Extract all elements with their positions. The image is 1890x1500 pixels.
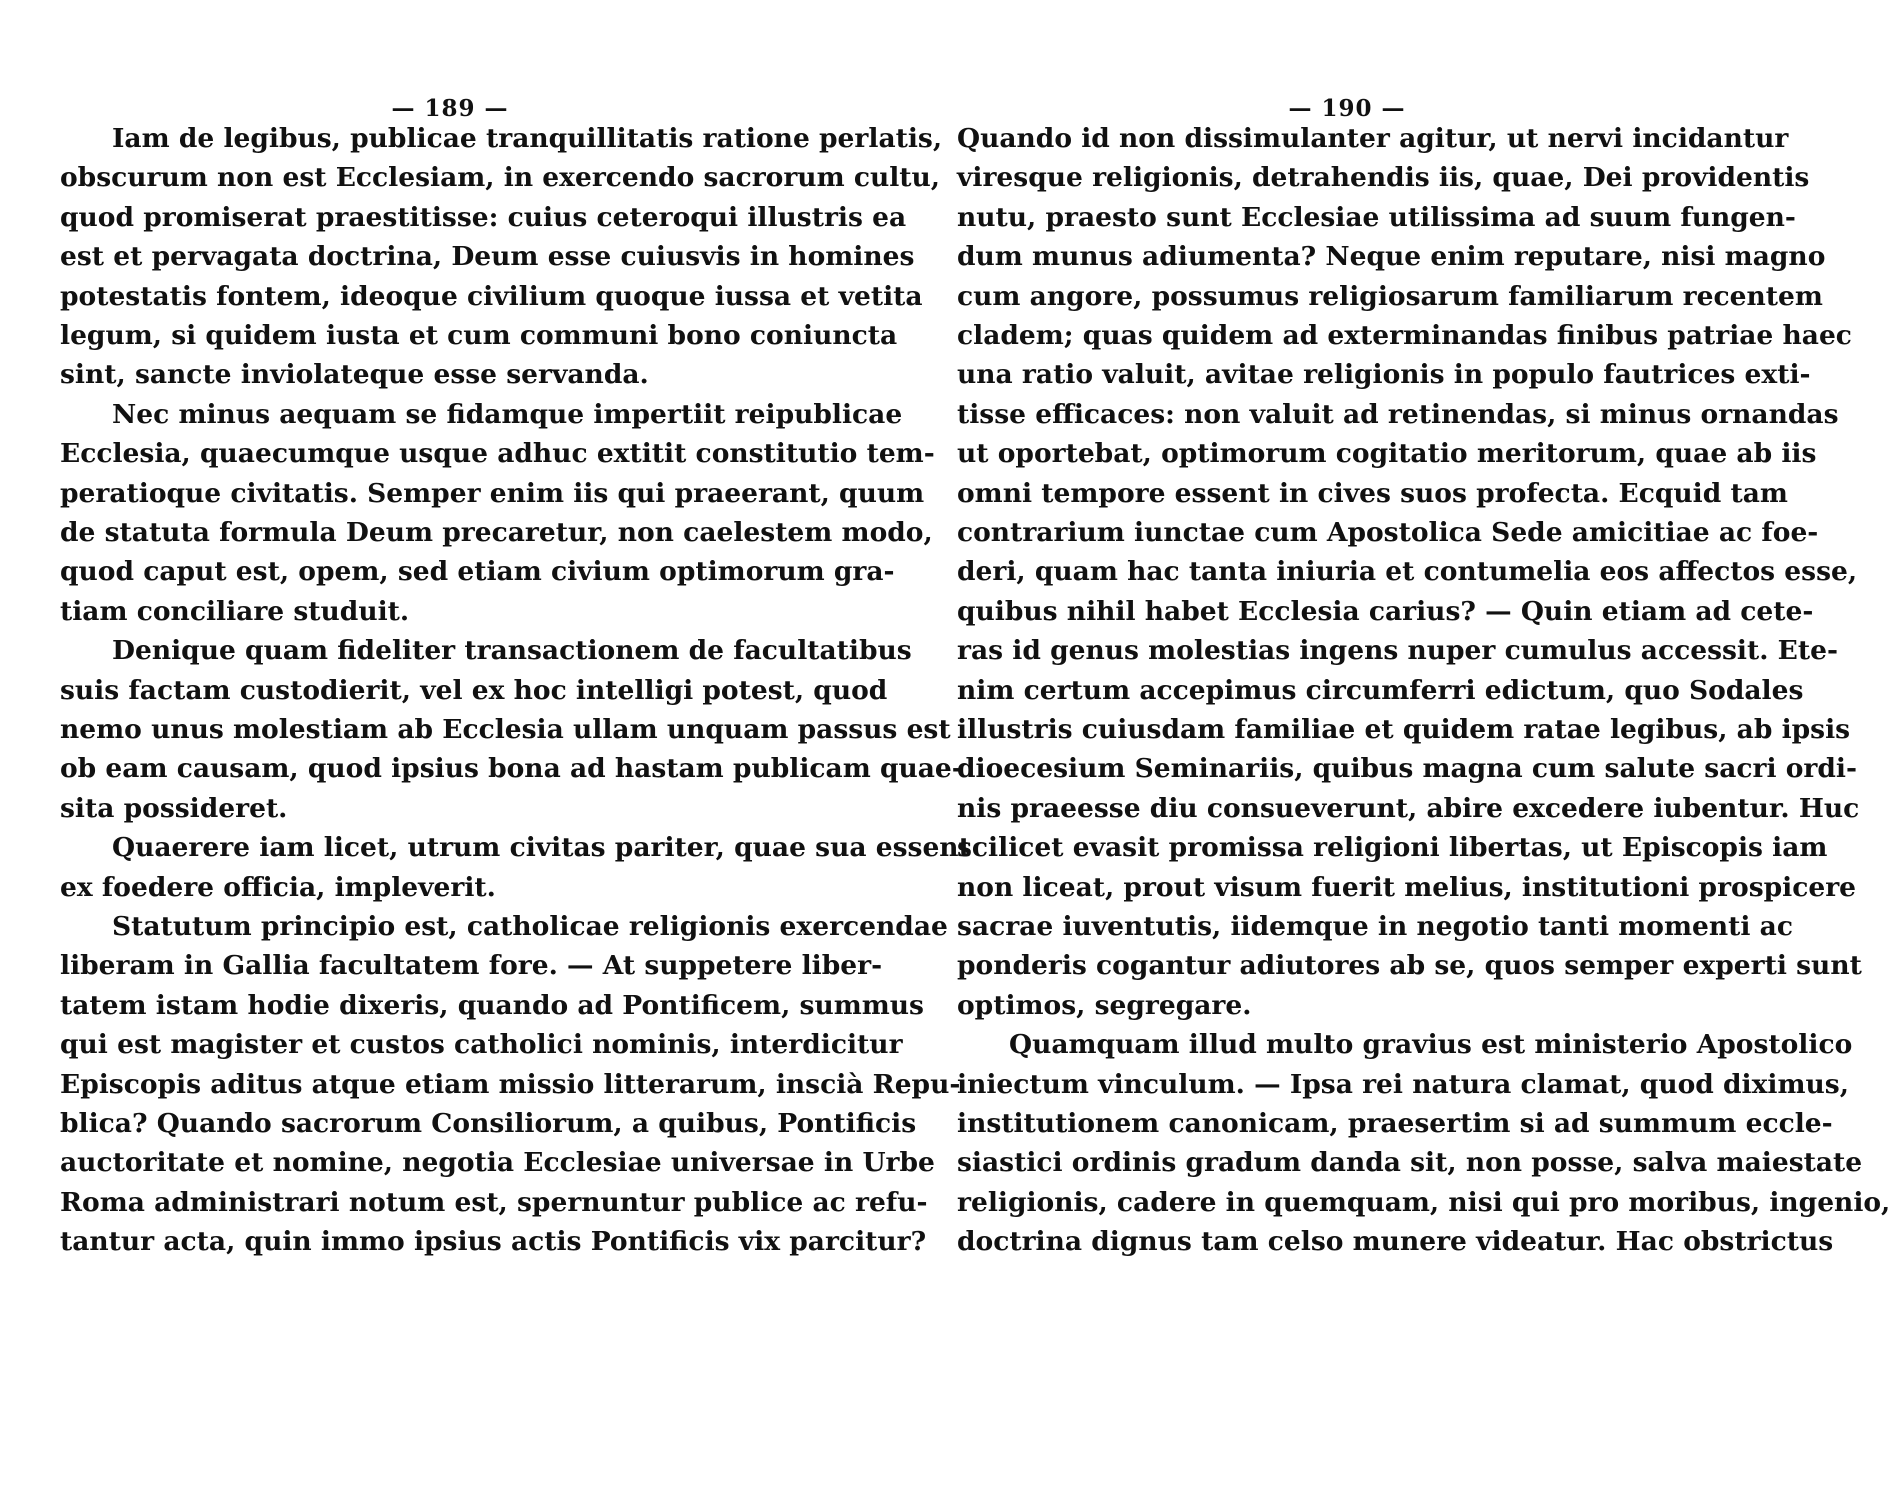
- text-line: Nec minus aequam se fidamque impertiit reipublicae: [112, 398, 903, 430]
- text-line: Quando id non dissimulanter agitur, ut nervi incidantur: [957, 123, 1789, 154]
- text-line: peratioque civitatis. Semper enim iis qui praeerant, quum: [60, 477, 925, 509]
- text-line: nim certum accepimus circumferri edictum, quo Sodales: [957, 674, 1804, 706]
- text-line: viresque religionis, detrahendis iis, quae, Dei providentis: [957, 162, 1810, 194]
- text-line: auctoritate et nomine, negotia Ecclesiae universae in Urbe: [60, 1147, 935, 1179]
- text-line: institutionem canonicam, praesertim si ad summum eccle-: [957, 1108, 1833, 1139]
- text-line: deri, quam hac tanta iniuria et contumelia eos affectos esse,: [957, 556, 1858, 588]
- text-line: cum angore, possumus religiosarum familiarum recentem: [957, 280, 1823, 312]
- text-line: dioecesium Seminariis, quibus magna cum salute sacri ordi-: [957, 753, 1857, 785]
- text-line: tatem istam hodie dixeris, quando ad Pontificem, summus: [60, 989, 924, 1021]
- text-line: sint, sancte inviolateque esse servanda.: [60, 359, 649, 391]
- text-line: non liceat, prout visum fuerit melius, institutioni prospicere: [957, 871, 1857, 903]
- text-line: quibus nihil habet Ecclesia carius? — Quin etiam ad cete-: [957, 595, 1814, 627]
- text-line: quod caput est, opem, sed etiam civium optimorum gra-: [60, 556, 895, 588]
- text-line: blica? Quando sacrorum Consiliorum, a quibus, Pontificis: [60, 1108, 917, 1139]
- text-line: nutu, praesto sunt Ecclesiae utilissima ad suum fungen-: [957, 201, 1796, 233]
- text-line: ponderis cogantur adiutores ab se, quos semper experti sunt: [957, 950, 1862, 982]
- text-line: iniectum vinculum. — Ipsa rei natura clamat, quod diximus,: [957, 1068, 1849, 1100]
- text-line: obscurum non est Ecclesiam, in exercendo sacrorum cultu,: [60, 162, 941, 194]
- text-line: scilicet evasit promissa religioni libertas, ut Episcopis iam: [957, 832, 1828, 864]
- text-line: quod promiserat praestitisse: cuius ceteroqui illustris ea: [60, 201, 907, 233]
- text-line: suis factam custodierit, vel ex hoc intelligi potest, quod: [60, 674, 888, 706]
- text-line: Denique quam fideliter transactionem de facultatibus: [112, 635, 912, 667]
- text-line: tantur acta, quin immo ipsius actis Pontificis vix parcitur?: [60, 1226, 927, 1258]
- text-line: sita possideret.: [60, 792, 288, 824]
- text-line: nis praeesse diu consueverunt, abire excedere iubentur. Huc: [957, 792, 1860, 824]
- text-line: ob eam causam, quod ipsius bona ad hastam publicam quae-: [60, 753, 963, 785]
- text-line: ex foedere officia, impleverit.: [60, 871, 496, 903]
- text-line: potestatis fontem, ideoque civilium quoque iussa et vetita: [60, 280, 923, 312]
- text-line: Quaerere iam licet, utrum civitas pariter, quae sua essent: [112, 832, 971, 864]
- text-line: Quamquam illud multo gravius est ministerio Apostolico: [1009, 1029, 1853, 1061]
- text-line: legum, si quidem iusta et cum communi bono coniuncta: [60, 320, 898, 351]
- text-line: religionis, cadere in quemquam, nisi qui pro moribus, ingenio,: [957, 1186, 1890, 1218]
- text-line: Statutum principio est, catholicae religionis exercendae: [112, 911, 948, 942]
- text-line: illustris cuiusdam familiae et quidem ratae legibus, ab ipsis: [957, 714, 1851, 745]
- text-line: nemo unus molestiam ab Ecclesia ullam unquam passus est: [60, 714, 951, 745]
- text-line: dum munus adiumenta? Neque enim reputare, nisi magno: [957, 241, 1826, 273]
- text-line: sacrae iuventutis, iidemque in negotio tanti momenti ac: [957, 911, 1793, 942]
- text-line: est et pervagata doctrina, Deum esse cuiusvis in homines: [60, 241, 915, 273]
- text-line: tiam conciliare studuit.: [60, 595, 410, 627]
- text-line: Iam de legibus, publicae tranquillitatis ratione perlatis,: [112, 123, 943, 154]
- text-line: omni tempore essent in cives suos profecta. Ecquid tam: [957, 477, 1788, 509]
- text-line: Ecclesia, quaecumque usque adhuc extitit constitutio tem-: [60, 438, 935, 470]
- text-line: Episcopis aditus atque etiam missio litterarum, inscià Repu-: [60, 1068, 961, 1100]
- text-line: tisse efficaces: non valuit ad retinendas, si minus ornandas: [957, 398, 1839, 430]
- text-line: contrarium iunctae cum Apostolica Sede amicitiae ac foe-: [957, 517, 1819, 548]
- text-line: ut oportebat, optimorum cogitatio meritorum, quae ab iis: [957, 438, 1817, 470]
- text-line: optimos, segregare.: [957, 989, 1252, 1021]
- page-number: — 190 —: [1288, 95, 1406, 122]
- page-number: — 189 —: [391, 95, 509, 122]
- text-line: ras id genus molestias ingens nuper cumulus accessit. Ete-: [957, 635, 1838, 667]
- text-line: una ratio valuit, avitae religionis in populo fautrices exti-: [957, 359, 1811, 391]
- text-line: Roma administrari notum est, spernuntur publice ac refu-: [60, 1186, 928, 1218]
- text-line: doctrina dignus tam celso munere videatur. Hac obstrictus: [957, 1226, 1834, 1258]
- text-line: de statuta formula Deum precaretur, non caelestem modo,: [60, 517, 933, 548]
- text-line: qui est magister et custos catholici nominis, interdicitur: [60, 1029, 903, 1061]
- text-line: siastici ordinis gradum danda sit, non posse, salva maiestate: [957, 1147, 1863, 1179]
- text-line: cladem; quas quidem ad exterminandas finibus patriae haec: [957, 320, 1852, 351]
- text-line: liberam in Gallia facultatem fore. — At suppetere liber-: [60, 950, 883, 982]
